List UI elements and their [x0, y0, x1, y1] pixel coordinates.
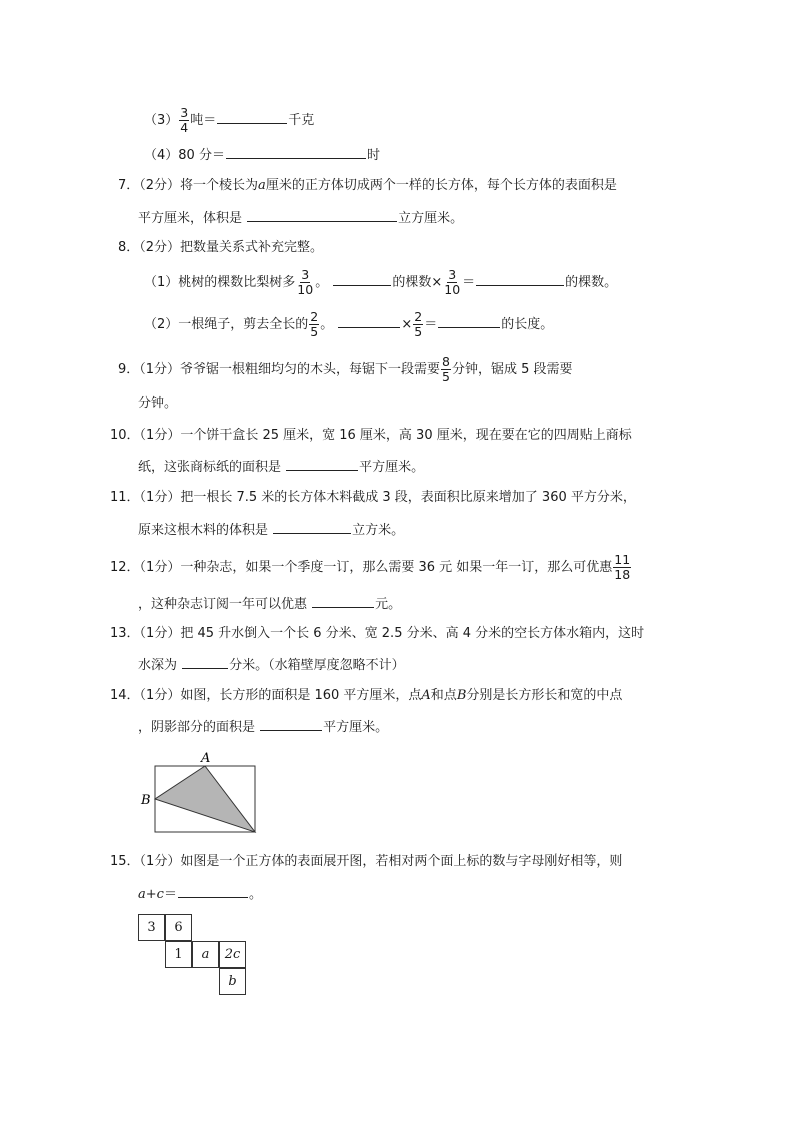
fraction: $\frac{3}{4}$	[180, 105, 189, 135]
rectangle-figure	[136, 748, 260, 840]
q10-line1: 10．（1分）一个饼干盒长 25 厘米，宽 16 厘米，高 30 厘米，现在要在它的四周贴上商标	[110, 428, 632, 443]
q7-line2: 平方厘米，体积是 立方厘米。	[138, 207, 463, 229]
answer-blank[interactable]	[247, 207, 397, 222]
answer-blank[interactable]	[338, 313, 400, 328]
q9-line2: 分钟。	[138, 396, 178, 411]
q7-line1: 7．（2分）将一个棱长为a厘米的正方体切成两个一样的长方体，每个长方体的表面积是	[118, 178, 617, 193]
q8-s2: （2）一根绳子，剪去全长的 $\frac{2}{5}$ 。 × $\frac{2}{5}$ ＝ 的长度。	[144, 309, 554, 339]
answer-blank[interactable]	[333, 271, 391, 286]
q15-line2: a+c＝ 。	[138, 883, 262, 905]
q6-3-line: （3） $\frac{3}{4}$ 吨＝ 千克	[144, 105, 315, 135]
q12-line2: ，这种杂志订阅一年可以优惠 元。	[138, 593, 401, 615]
net-cell: b	[219, 968, 246, 995]
answer-blank[interactable]	[286, 456, 358, 471]
net-cell: 6	[165, 914, 192, 941]
q13-line1: 13．（1分）把 45 升水倒入一个长 6 分米、宽 2.5 分米、高 4 分米的空长方体水箱内，这时	[110, 626, 645, 641]
shaded-triangle	[155, 766, 255, 832]
answer-blank[interactable]	[273, 519, 351, 534]
q8-title: 8．（2分）把数量关系式补充完整。	[118, 240, 324, 255]
q14-line2: ，阴影部分的面积是 平方厘米。	[138, 716, 388, 738]
q11-line2: 原来这根木料的体积是 立方米。	[138, 519, 404, 541]
answer-blank[interactable]	[178, 883, 248, 898]
answer-blank[interactable]	[438, 313, 500, 328]
label-a: A	[201, 751, 211, 766]
net-cell: a	[192, 941, 219, 968]
q15-line1: 15．（1分）如图是一个正方体的表面展开图，若相对两个面上标的数与字母刚好相等，则	[110, 854, 623, 869]
answer-blank[interactable]	[476, 271, 564, 286]
label-b: B	[141, 793, 151, 808]
rectangle-diagram	[136, 748, 260, 836]
answer-blank[interactable]	[226, 144, 366, 159]
answer-blank[interactable]	[260, 716, 322, 731]
q14-line1: 14．（1分）如图，长方形的面积是 160 平方厘米，点A和点B分别是长方形长和宽的中点	[110, 688, 623, 703]
q9-line1: 9．（1分）爷爷锯一根粗细均匀的木头，每锯下一段需要 $\frac{8}{5}$ 分钟，锯成 5 段需要	[118, 354, 573, 384]
net-cell: 2c	[219, 941, 246, 968]
net-cell: 3	[138, 914, 165, 941]
answer-blank[interactable]	[182, 654, 228, 669]
answer-blank[interactable]	[312, 593, 374, 608]
q8-s1: （1）桃树的棵数比梨树多 $\frac{3}{10}$ 。 的棵数× $\frac{3}{10}$ ＝ 的棵数。	[144, 267, 618, 297]
q11-line1: 11．（1分）把一根长 7.5 米的长方体木料截成 3 段，表面积比原来增加了 360 平方分米，	[110, 490, 636, 505]
q10-line2: 纸，这张商标纸的面积是 平方厘米。	[138, 456, 424, 478]
q12-line1: 12．（1分）一种杂志，如果一个季度一订，那么需要 36 元 如果一年一订，那么可优惠 $\frac{11}{18}$	[110, 552, 631, 582]
q6-4-line: （4）80 分＝ 时	[144, 144, 380, 166]
answer-blank[interactable]	[217, 109, 287, 124]
q13-line2: 水深为 分米。（水箱壁厚度忽略不计）	[138, 654, 405, 676]
net-cell: 1	[165, 941, 192, 968]
